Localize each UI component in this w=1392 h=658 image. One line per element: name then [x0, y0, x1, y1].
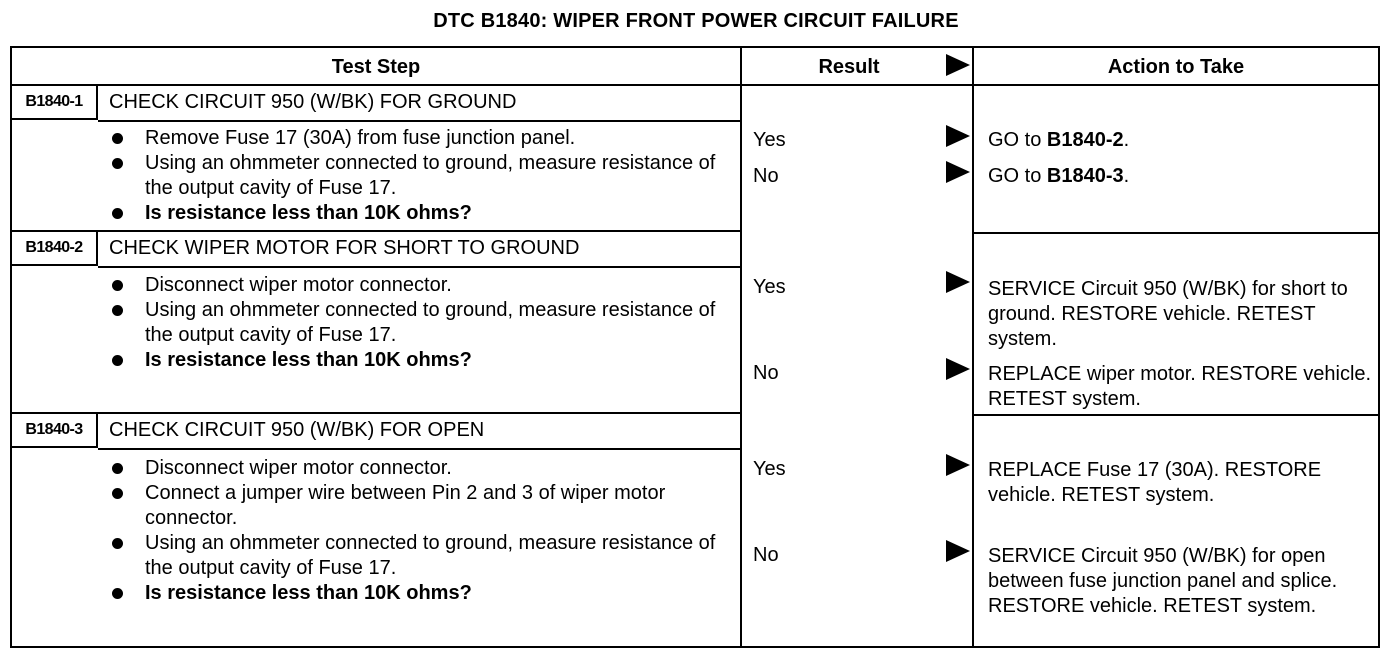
- bullet-question: Is resistance less than 10K ohms?: [112, 581, 732, 606]
- bullet-question: Is resistance less than 10K ohms?: [112, 348, 732, 373]
- bullet-item: Disconnect wiper motor connector.: [112, 456, 732, 481]
- bullet-item: Using an ohmmeter connected to ground, measure resistance of the output cavity of Fuse 17.: [112, 151, 732, 201]
- step-title-divider: [98, 120, 742, 122]
- step-title: CHECK WIPER MOTOR FOR SHORT TO GROUND: [109, 237, 580, 259]
- result-yes: Yes: [753, 458, 786, 480]
- action-suffix: .: [1123, 165, 1130, 187]
- action-text: SERVICE Circuit 950 (W/BK) for short to ground. RESTORE vehicle. RETEST system.: [988, 278, 1348, 350]
- result-arrow-icon: [946, 454, 970, 476]
- result-yes: Yes: [753, 276, 786, 298]
- result-arrow-icon: [946, 161, 970, 183]
- result-arrow-icon: [946, 540, 970, 562]
- step-title-divider: [98, 266, 742, 268]
- bullet-item: Connect a jumper wire between Pin 2 and 3 of wiper motor connector.: [112, 481, 732, 531]
- header-result: Result: [818, 56, 880, 78]
- result-arrow-icon: [946, 125, 970, 147]
- action-prefix: GO to: [988, 129, 1047, 151]
- step-id: B1840-2: [12, 232, 98, 266]
- step-bullet-list: [112, 126, 732, 226]
- action-step-ref: B1840-2: [1046, 129, 1124, 151]
- bullet-question: Is resistance less than 10K ohms?: [112, 201, 732, 226]
- action-prefix: GO to: [988, 165, 1047, 187]
- step-id: B1840-3: [12, 414, 98, 448]
- step-id: B1840-1: [12, 86, 98, 120]
- action-text: REPLACE wiper motor. RESTORE vehicle. RETEST system.: [988, 363, 1372, 410]
- result-no: No: [753, 362, 779, 384]
- action-step-ref: B1840-3: [1046, 165, 1124, 187]
- step-title: CHECK CIRCUIT 950 (W/BK) FOR GROUND: [109, 91, 517, 113]
- result-arrow-icon: [946, 358, 970, 380]
- page-title: DTC B1840: WIPER FRONT POWER CIRCUIT FAILURE: [433, 10, 959, 32]
- column-divider-action: [972, 48, 974, 646]
- bullet-item: Using an ohmmeter connected to ground, measure resistance of the output cavity of Fuse 17.: [112, 531, 732, 581]
- result-yes: Yes: [753, 129, 786, 151]
- action-suffix: .: [1123, 129, 1130, 151]
- step-bullet-list: [112, 273, 732, 373]
- action-text: [988, 128, 1378, 153]
- result-no: No: [753, 165, 779, 187]
- header-arrow-icon: [946, 54, 970, 76]
- action-text: SERVICE Circuit 950 (W/BK) for open between fuse junction panel and splice. RESTORE vehicle. RETEST system.: [988, 545, 1338, 617]
- step-divider-action: [972, 232, 1378, 234]
- action-text: [988, 164, 1378, 189]
- step-title: CHECK CIRCUIT 950 (W/BK) FOR OPEN: [109, 419, 485, 441]
- header-test-step: Test Step: [331, 56, 421, 78]
- step-title-divider: [98, 448, 742, 450]
- header-action: Action to Take: [1107, 56, 1245, 78]
- result-no: No: [753, 544, 779, 566]
- step-divider-action: [972, 414, 1378, 416]
- bullet-item: Disconnect wiper motor connector.: [112, 273, 732, 298]
- column-divider-result: [740, 48, 742, 646]
- bullet-item: Remove Fuse 17 (30A) from fuse junction panel.: [112, 126, 732, 151]
- step-bullet-list: [112, 456, 732, 606]
- bullet-item: Using an ohmmeter connected to ground, measure resistance of the output cavity of Fuse 17.: [112, 298, 732, 348]
- result-arrow-icon: [946, 271, 970, 293]
- action-text: REPLACE Fuse 17 (30A). RESTORE vehicle. RETEST system.: [988, 459, 1322, 506]
- diagnostic-table: [10, 46, 1380, 648]
